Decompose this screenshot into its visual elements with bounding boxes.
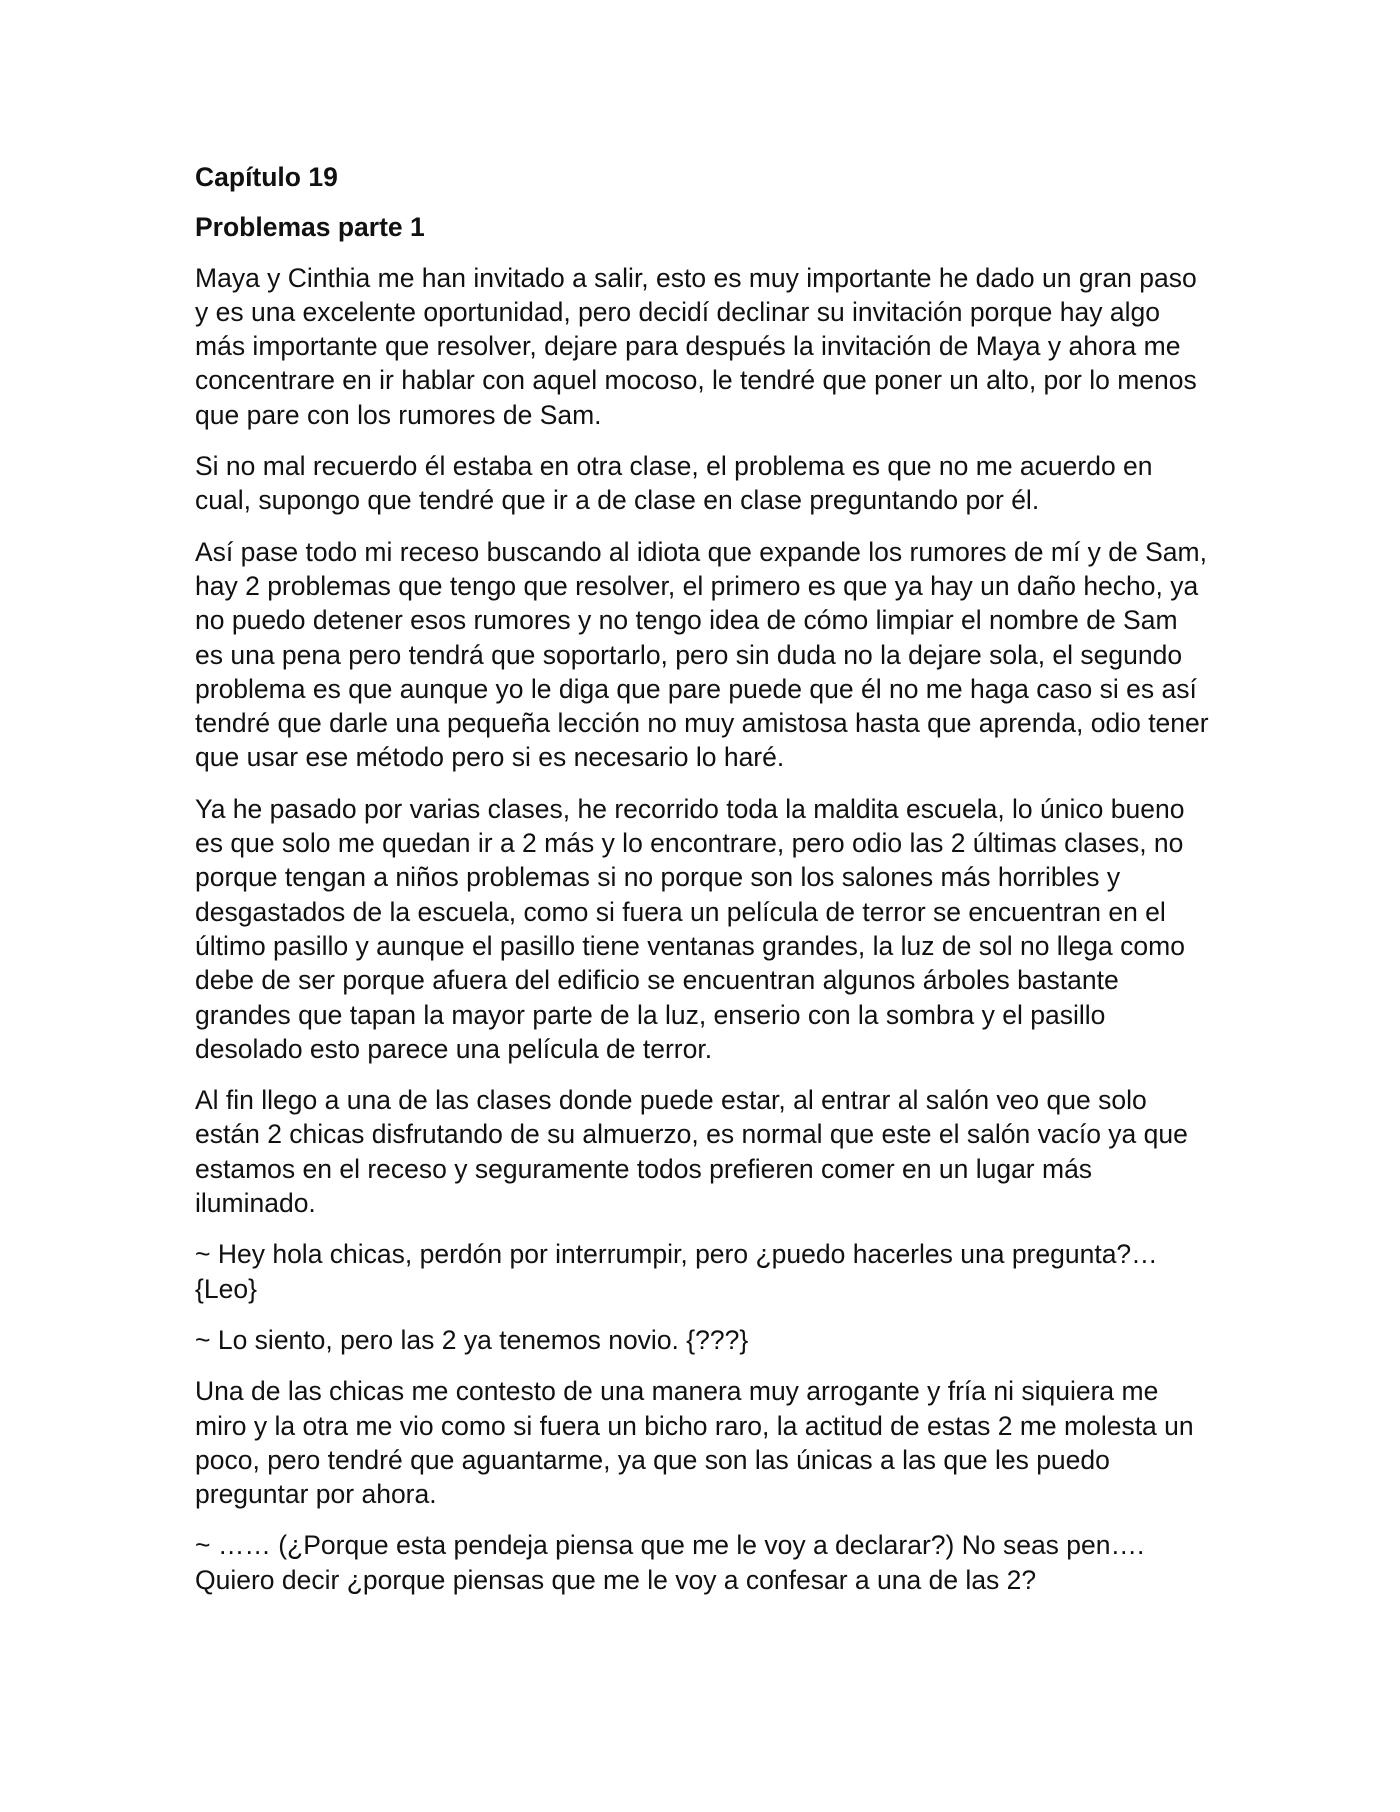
paragraph: Si no mal recuerdo él estaba en otra clase, el problema es que no me acuerdo en cual, supongo que tendré que ir a de clase en clase preguntando por él.: [195, 451, 1153, 516]
paragraph: Ya he pasado por varias clases, he recorrido toda la maldita escuela, lo único bueno es que solo me quedan ir a 2 más y lo encontrare, pero odio las 2 últimas clases, no porque tengan a niños problemas si no porque son los salones más horribles y desgastados de la escuela, como si fuera un película de terror se encuentran en el último pasillo y aunque el pasillo tiene ventanas grandes, la luz de sol no llega como debe de ser porque afuera del edificio se encuentran algunos árboles bastante grandes que tapan la mayor parte de la luz, enserio con la sombra y el pasillo desolado esto parece una película de terror.: [195, 793, 1185, 1064]
document-page: [195, 160, 1210, 1614]
paragraph: Al fin llego a una de las clases donde puede estar, al entrar al salón veo que solo están 2 chicas disfrutando de su almuerzo, es normal que este el salón vacío ya que estamos en el receso y seguramente todos prefieren comer en un lugar más iluminado.: [195, 1085, 1188, 1219]
chapter-title: Capítulo 19: [195, 162, 338, 192]
paragraph: Una de las chicas me contesto de una manera muy arrogante y fría ni siquiera me miro y la otra me vio como si fuera un bicho raro, la actitud de estas 2 me molesta un poco, pero tendré que aguantarme, ya que son las únicas a las que les puedo preguntar por ahora.: [195, 1376, 1194, 1510]
dialogue-line: ~ Hey hola chicas, perdón por interrumpir, pero ¿puedo hacerles una pregunta?… {Leo}: [195, 1239, 1158, 1304]
dialogue-line: ~ Lo siento, pero las 2 ya tenemos novio. {???}: [195, 1324, 749, 1355]
paragraph: Así pase todo mi receso buscando al idiota que expande los rumores de mí y de Sam, hay 2 problemas que tengo que resolver, el primero es que ya hay un daño hecho, ya no puedo detener esos rumores y no tengo idea de cómo limpiar el nombre de Sam es una pena pero tendrá que soportarlo, pero sin duda no la dejare sola, el segundo problema es que aunque yo le diga que pare puede que él no me haga caso si es así tendré que darle una pequeña lección no muy amistosa hasta que aprenda, odio tener que usar ese método pero si es necesario lo haré.: [195, 536, 1209, 773]
dialogue-line: ~ …… (¿Porque esta pendeja piensa que me le voy a declarar?) No seas pen…. Quiero decir ¿porque piensas que me le voy a confesar a una de las 2?: [195, 1530, 1145, 1595]
section-title: Problemas parte 1: [195, 212, 425, 243]
paragraph: Maya y Cinthia me han invitado a salir, esto es muy importante he dado un gran paso y es una excelente oportunidad, pero decidí declinar su invitación porque hay algo más importante que resolver, dejare para después la invitación de Maya y ahora me concentrare en ir hablar con aquel mocoso, le tendré que poner un alto, por lo menos que pare con los rumores de Sam.: [195, 262, 1197, 430]
